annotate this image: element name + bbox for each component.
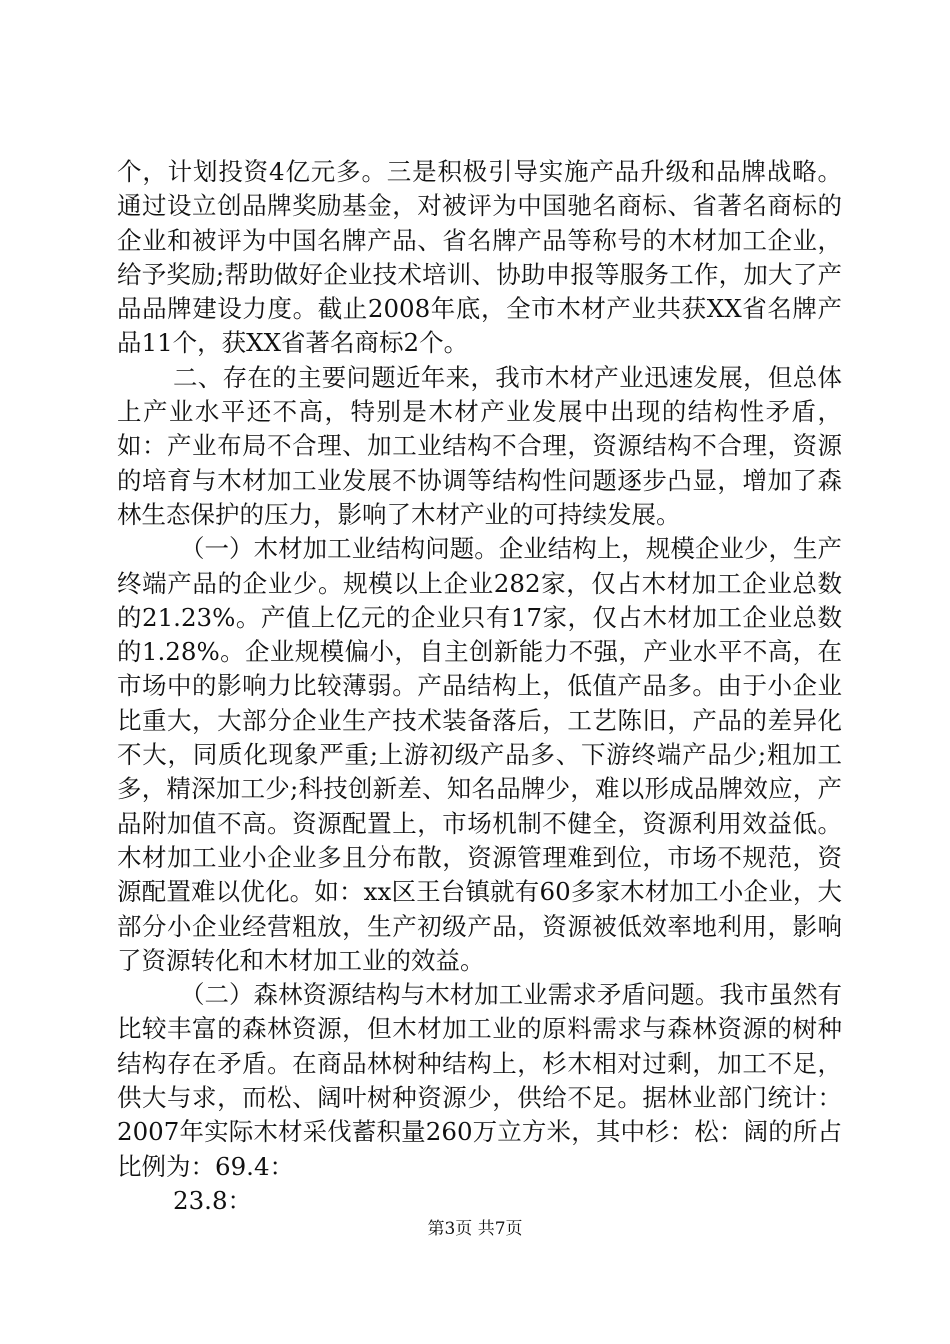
paragraph-subsection-two: （二）森林资源结构与木材加工业需求矛盾问题。我市虽然有比较丰富的森林资源，但木材加工业的原料需求与森林资源的树种结构存在矛盾。在商品林树种结构上，杉木相对过剩，加工不足，供大与求，而松、阔叶树种资源少，供给不足。据林业部门统计：2007年实际木材采伐蓄积量260万立方米，其中杉：松：阔的所占比例为：69.4： [117, 980, 842, 1181]
page-footer: 第3页 共7页 [427, 1219, 523, 1239]
paragraph-section-two: 二、存在的主要问题近年来，我市木材产业迅速发展，但总体上产业水平还不高，特别是木材产业发展中出现的结构性矛盾，如：产业布局不合理、加工业结构不合理，资源结构不合理，资源的培育与木材加工业发展不协调等结构性问题逐步凸显，增加了森林生态保护的压力，影响了木材产业的可持续发展。 [117, 362, 842, 529]
document-body [117, 155, 842, 1218]
paragraph-tail-line: 23.8： [173, 1185, 253, 1215]
paragraph-continuation: 个，计划投资4亿元多。三是积极引导实施产品升级和品牌战略。通过设立创品牌奖励基金，对被评为中国驰名商标、省著名商标的企业和被评为中国名牌产品、省名牌产品等称号的木材加工企业，给予奖励;帮助做好企业技术培训、协助申报等服务工作，加大了产品品牌建设力度。截止2008年底，全市木材产业共获XX省名牌产品11个，获XX省著名商标2个。 [117, 157, 842, 358]
paragraph-subsection-one: （一）木材加工业结构问题。企业结构上，规模企业少，生产终端产品的企业少。规模以上企业282家，仅占木材加工企业总数的21.23%。产值上亿元的企业只有17家，仅占木材加工企业总数的1.28%。企业规模偏小，自主创新能力不强，产业水平不高，在市场中的影响力比较薄弱。产品结构上，低值产品多。由于小企业比重大，大部分企业生产技术装备落后，工艺陈旧，产品的差异化不大，同质化现象严重;上游初级产品多、下游终端产品少;粗加工多，精深加工少;科技创新差、知名品牌少，难以形成品牌效应，产品附加值不高。资源配置上，市场机制不健全，资源利用效益低。木材加工业小企业多且分布散，资源管理难到位，市场不规范，资源配置难以优化。如：xx区王台镇就有60多家木材加工小企业，大部分小企业经营粗放，生产初级产品，资源被低效率地利用，影响了资源转化和木材加工业的效益。 [117, 534, 842, 975]
